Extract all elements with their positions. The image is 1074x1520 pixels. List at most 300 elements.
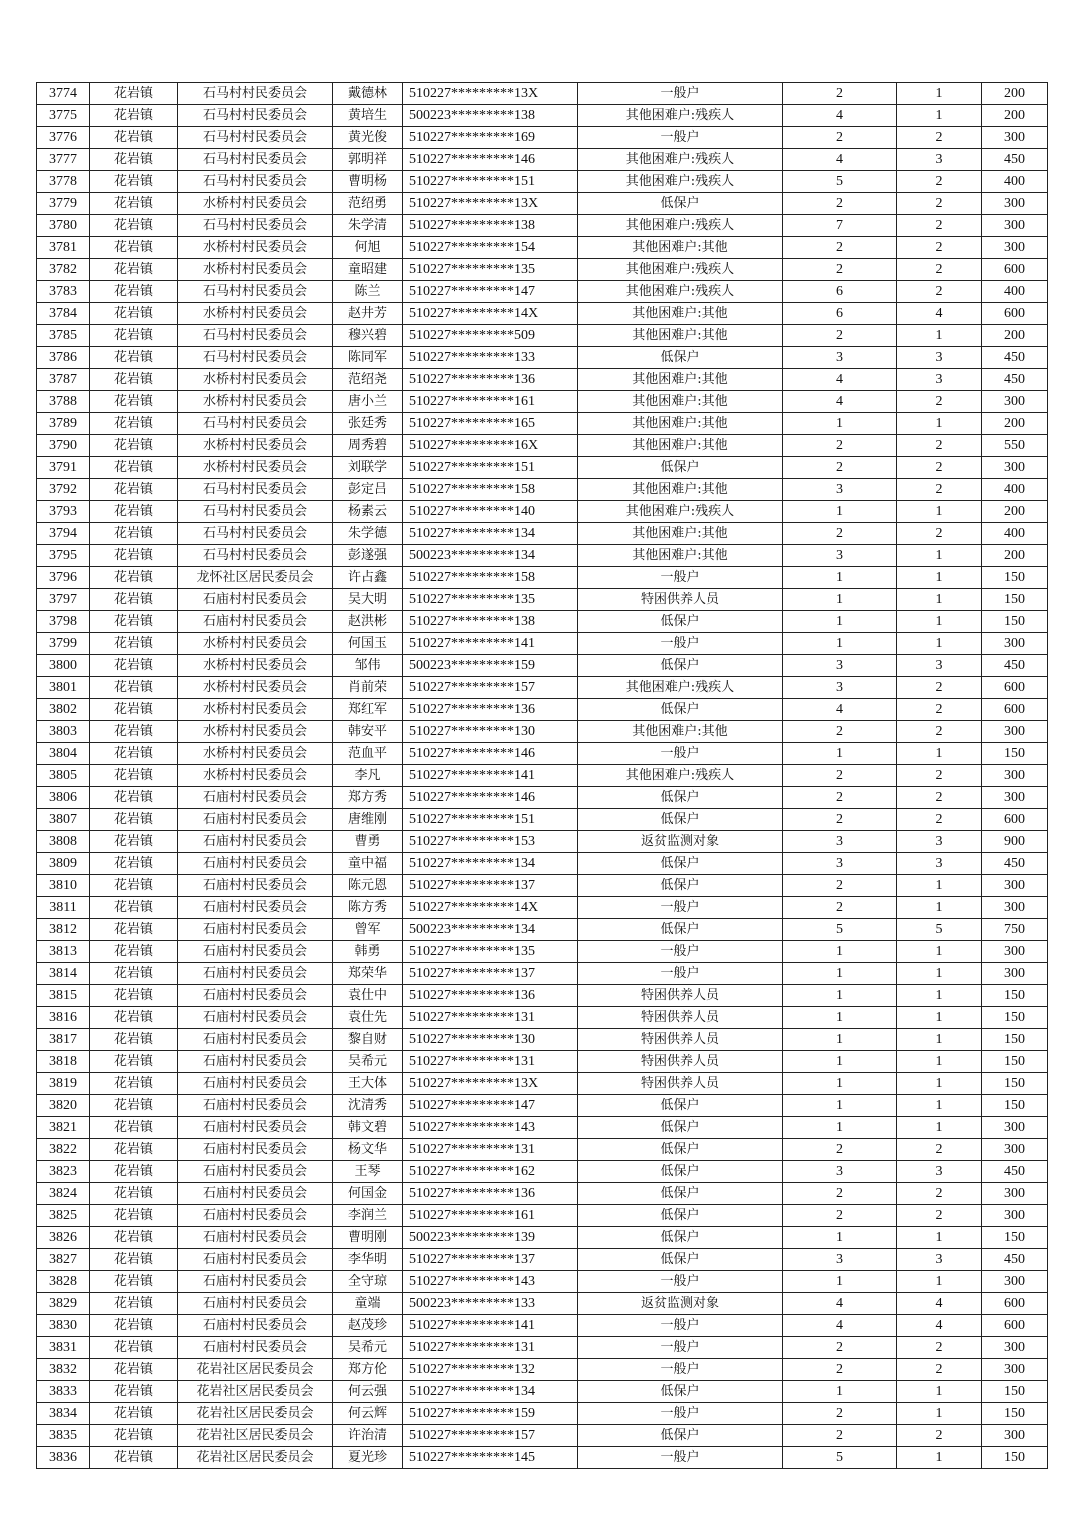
household-size-cell: 3	[783, 655, 897, 677]
amount-cell: 150	[982, 743, 1048, 765]
row-index: 3779	[37, 193, 90, 215]
household-type-cell: 一般户	[578, 567, 783, 589]
amount-cell: 600	[982, 1315, 1048, 1337]
row-index: 3791	[37, 457, 90, 479]
town-cell: 花岩镇	[90, 193, 178, 215]
household-size-cell: 4	[783, 149, 897, 171]
name-cell: 陈元恩	[333, 875, 403, 897]
id-number-cell: 510227*********14X	[403, 897, 578, 919]
town-cell: 花岩镇	[90, 809, 178, 831]
row-index: 3819	[37, 1073, 90, 1095]
table-row	[37, 677, 1048, 699]
name-cell: 何国金	[333, 1183, 403, 1205]
household-size-cell: 3	[783, 545, 897, 567]
household-size-cell: 2	[783, 1337, 897, 1359]
name-cell: 何云强	[333, 1381, 403, 1403]
name-cell: 袁仕中	[333, 985, 403, 1007]
town-cell: 花岩镇	[90, 435, 178, 457]
amount-cell: 600	[982, 1293, 1048, 1315]
town-cell: 花岩镇	[90, 655, 178, 677]
beneficiary-count-cell: 1	[897, 1007, 982, 1029]
amount-cell: 150	[982, 589, 1048, 611]
row-index: 3816	[37, 1007, 90, 1029]
row-index: 3829	[37, 1293, 90, 1315]
amount-cell: 300	[982, 1337, 1048, 1359]
household-size-cell: 2	[783, 897, 897, 919]
town-cell: 花岩镇	[90, 875, 178, 897]
name-cell: 赵茂珍	[333, 1315, 403, 1337]
name-cell: 赵井芳	[333, 303, 403, 325]
committee-cell: 石庙村村民委员会	[178, 611, 333, 633]
name-cell: 童昭建	[333, 259, 403, 281]
beneficiary-count-cell: 1	[897, 1271, 982, 1293]
household-size-cell: 2	[783, 1205, 897, 1227]
name-cell: 吴希元	[333, 1337, 403, 1359]
amount-cell: 150	[982, 1447, 1048, 1469]
town-cell: 花岩镇	[90, 633, 178, 655]
table-row	[37, 1095, 1048, 1117]
household-size-cell: 1	[783, 1007, 897, 1029]
household-type-cell: 一般户	[578, 1337, 783, 1359]
id-number-cell: 510227*********135	[403, 589, 578, 611]
row-index: 3824	[37, 1183, 90, 1205]
committee-cell: 水桥村村民委员会	[178, 457, 333, 479]
town-cell: 花岩镇	[90, 1315, 178, 1337]
amount-cell: 450	[982, 1161, 1048, 1183]
household-size-cell: 3	[783, 677, 897, 699]
household-size-cell: 2	[783, 259, 897, 281]
name-cell: 彭遂强	[333, 545, 403, 567]
row-index: 3784	[37, 303, 90, 325]
id-number-cell: 510227*********151	[403, 809, 578, 831]
beneficiary-count-cell: 4	[897, 1315, 982, 1337]
amount-cell: 300	[982, 457, 1048, 479]
committee-cell: 石马村村民委员会	[178, 281, 333, 303]
table-row	[37, 105, 1048, 127]
committee-cell: 石马村村民委员会	[178, 347, 333, 369]
table-row	[37, 941, 1048, 963]
committee-cell: 水桥村村民委员会	[178, 677, 333, 699]
beneficiary-count-cell: 2	[897, 721, 982, 743]
table-row	[37, 853, 1048, 875]
id-number-cell: 510227*********159	[403, 1403, 578, 1425]
household-type-cell: 低保户	[578, 1183, 783, 1205]
row-index: 3830	[37, 1315, 90, 1337]
row-index: 3781	[37, 237, 90, 259]
household-type-cell: 特困供养人员	[578, 589, 783, 611]
household-size-cell: 3	[783, 1161, 897, 1183]
town-cell: 花岩镇	[90, 765, 178, 787]
household-type-cell: 其他困难户:残疾人	[578, 105, 783, 127]
town-cell: 花岩镇	[90, 963, 178, 985]
row-index: 3789	[37, 413, 90, 435]
amount-cell: 600	[982, 809, 1048, 831]
beneficiary-count-cell: 2	[897, 1425, 982, 1447]
household-type-cell: 特困供养人员	[578, 1029, 783, 1051]
id-number-cell: 510227*********151	[403, 457, 578, 479]
table-row	[37, 1293, 1048, 1315]
town-cell: 花岩镇	[90, 215, 178, 237]
town-cell: 花岩镇	[90, 699, 178, 721]
committee-cell: 石庙村村民委员会	[178, 897, 333, 919]
household-type-cell: 一般户	[578, 1403, 783, 1425]
committee-cell: 龙怀社区居民委员会	[178, 567, 333, 589]
beneficiary-count-cell: 2	[897, 1359, 982, 1381]
household-size-cell: 1	[783, 633, 897, 655]
household-size-cell: 2	[783, 457, 897, 479]
household-type-cell: 低保户	[578, 655, 783, 677]
id-number-cell: 510227*********136	[403, 985, 578, 1007]
committee-cell: 水桥村村民委员会	[178, 259, 333, 281]
household-size-cell: 1	[783, 413, 897, 435]
committee-cell: 石马村村民委员会	[178, 149, 333, 171]
beneficiary-count-cell: 3	[897, 853, 982, 875]
row-index: 3836	[37, 1447, 90, 1469]
town-cell: 花岩镇	[90, 1425, 178, 1447]
row-index: 3808	[37, 831, 90, 853]
name-cell: 韩安平	[333, 721, 403, 743]
household-type-cell: 其他困难户:其他	[578, 479, 783, 501]
amount-cell: 450	[982, 347, 1048, 369]
table-row	[37, 325, 1048, 347]
name-cell: 王琴	[333, 1161, 403, 1183]
beneficiary-count-cell: 2	[897, 523, 982, 545]
household-type-cell: 低保户	[578, 1161, 783, 1183]
beneficiary-count-cell: 1	[897, 105, 982, 127]
row-index: 3817	[37, 1029, 90, 1051]
household-type-cell: 其他困难户:残疾人	[578, 281, 783, 303]
beneficiary-count-cell: 2	[897, 765, 982, 787]
row-index: 3801	[37, 677, 90, 699]
name-cell: 朱学清	[333, 215, 403, 237]
id-number-cell: 510227*********146	[403, 743, 578, 765]
household-size-cell: 5	[783, 919, 897, 941]
town-cell: 花岩镇	[90, 1227, 178, 1249]
town-cell: 花岩镇	[90, 105, 178, 127]
amount-cell: 200	[982, 325, 1048, 347]
committee-cell: 石庙村村民委员会	[178, 1095, 333, 1117]
household-size-cell: 3	[783, 1249, 897, 1271]
id-number-cell: 510227*********146	[403, 787, 578, 809]
amount-cell: 200	[982, 83, 1048, 105]
household-size-cell: 2	[783, 787, 897, 809]
beneficiary-count-cell: 2	[897, 171, 982, 193]
beneficiary-count-cell: 2	[897, 699, 982, 721]
household-type-cell: 一般户	[578, 1447, 783, 1469]
beneficiary-count-cell: 1	[897, 83, 982, 105]
table-row	[37, 1029, 1048, 1051]
id-number-cell: 510227*********147	[403, 281, 578, 303]
id-number-cell: 510227*********136	[403, 369, 578, 391]
row-index: 3805	[37, 765, 90, 787]
name-cell: 吴大明	[333, 589, 403, 611]
records-table	[36, 82, 1048, 1469]
town-cell: 花岩镇	[90, 369, 178, 391]
name-cell: 杨素云	[333, 501, 403, 523]
row-index: 3777	[37, 149, 90, 171]
table-row	[37, 435, 1048, 457]
table-row	[37, 963, 1048, 985]
table-row	[37, 1403, 1048, 1425]
household-size-cell: 2	[783, 1425, 897, 1447]
amount-cell: 400	[982, 281, 1048, 303]
beneficiary-count-cell: 1	[897, 1403, 982, 1425]
name-cell: 刘联学	[333, 457, 403, 479]
household-size-cell: 1	[783, 941, 897, 963]
beneficiary-count-cell: 1	[897, 545, 982, 567]
household-size-cell: 1	[783, 1381, 897, 1403]
household-type-cell: 低保户	[578, 457, 783, 479]
amount-cell: 400	[982, 479, 1048, 501]
table-row	[37, 1227, 1048, 1249]
amount-cell: 150	[982, 985, 1048, 1007]
amount-cell: 450	[982, 853, 1048, 875]
household-type-cell: 其他困难户:其他	[578, 325, 783, 347]
household-type-cell: 其他困难户:其他	[578, 721, 783, 743]
household-type-cell: 低保户	[578, 919, 783, 941]
row-index: 3783	[37, 281, 90, 303]
committee-cell: 石庙村村民委员会	[178, 589, 333, 611]
household-type-cell: 低保户	[578, 699, 783, 721]
household-size-cell: 2	[783, 809, 897, 831]
beneficiary-count-cell: 2	[897, 215, 982, 237]
committee-cell: 石庙村村民委员会	[178, 831, 333, 853]
beneficiary-count-cell: 1	[897, 633, 982, 655]
beneficiary-count-cell: 2	[897, 391, 982, 413]
committee-cell: 石庙村村民委员会	[178, 1139, 333, 1161]
household-size-cell: 4	[783, 699, 897, 721]
amount-cell: 300	[982, 897, 1048, 919]
row-index: 3832	[37, 1359, 90, 1381]
table-row	[37, 611, 1048, 633]
household-type-cell: 低保户	[578, 1139, 783, 1161]
table-row	[37, 523, 1048, 545]
household-type-cell: 低保户	[578, 853, 783, 875]
committee-cell: 石马村村民委员会	[178, 479, 333, 501]
town-cell: 花岩镇	[90, 127, 178, 149]
household-type-cell: 其他困难户:其他	[578, 545, 783, 567]
row-index: 3776	[37, 127, 90, 149]
table-row	[37, 303, 1048, 325]
row-index: 3800	[37, 655, 90, 677]
row-index: 3774	[37, 83, 90, 105]
household-size-cell: 4	[783, 1293, 897, 1315]
committee-cell: 石庙村村民委员会	[178, 985, 333, 1007]
household-type-cell: 返贫监测对象	[578, 831, 783, 853]
household-size-cell: 1	[783, 1227, 897, 1249]
beneficiary-count-cell: 1	[897, 1095, 982, 1117]
household-size-cell: 6	[783, 303, 897, 325]
amount-cell: 450	[982, 1249, 1048, 1271]
id-number-cell: 510227*********143	[403, 1271, 578, 1293]
name-cell: 杨文华	[333, 1139, 403, 1161]
row-index: 3811	[37, 897, 90, 919]
amount-cell: 200	[982, 545, 1048, 567]
household-type-cell: 返贫监测对象	[578, 1293, 783, 1315]
table-row	[37, 699, 1048, 721]
amount-cell: 300	[982, 633, 1048, 655]
table-row	[37, 1051, 1048, 1073]
household-type-cell: 低保户	[578, 875, 783, 897]
beneficiary-count-cell: 3	[897, 831, 982, 853]
table-row	[37, 787, 1048, 809]
beneficiary-count-cell: 1	[897, 1447, 982, 1469]
amount-cell: 150	[982, 1227, 1048, 1249]
amount-cell: 300	[982, 127, 1048, 149]
table-row	[37, 1139, 1048, 1161]
id-number-cell: 510227*********143	[403, 1117, 578, 1139]
beneficiary-count-cell: 3	[897, 369, 982, 391]
id-number-cell: 500223*********159	[403, 655, 578, 677]
household-size-cell: 1	[783, 611, 897, 633]
id-number-cell: 510227*********13X	[403, 1073, 578, 1095]
name-cell: 赵洪彬	[333, 611, 403, 633]
row-index: 3797	[37, 589, 90, 611]
beneficiary-count-cell: 1	[897, 611, 982, 633]
town-cell: 花岩镇	[90, 787, 178, 809]
household-size-cell: 1	[783, 589, 897, 611]
id-number-cell: 510227*********169	[403, 127, 578, 149]
household-size-cell: 3	[783, 347, 897, 369]
household-size-cell: 2	[783, 765, 897, 787]
household-type-cell: 特困供养人员	[578, 1051, 783, 1073]
row-index: 3787	[37, 369, 90, 391]
committee-cell: 水桥村村民委员会	[178, 765, 333, 787]
beneficiary-count-cell: 1	[897, 413, 982, 435]
table-row	[37, 83, 1048, 105]
table-row	[37, 479, 1048, 501]
household-size-cell: 2	[783, 721, 897, 743]
town-cell: 花岩镇	[90, 237, 178, 259]
id-number-cell: 510227*********138	[403, 611, 578, 633]
committee-cell: 石庙村村民委员会	[178, 1051, 333, 1073]
committee-cell: 石庙村村民委员会	[178, 875, 333, 897]
id-number-cell: 510227*********161	[403, 391, 578, 413]
committee-cell: 石马村村民委员会	[178, 105, 333, 127]
row-index: 3820	[37, 1095, 90, 1117]
committee-cell: 石庙村村民委员会	[178, 1205, 333, 1227]
beneficiary-count-cell: 1	[897, 1051, 982, 1073]
household-size-cell: 4	[783, 105, 897, 127]
household-type-cell: 低保户	[578, 1227, 783, 1249]
id-number-cell: 510227*********133	[403, 347, 578, 369]
household-type-cell: 其他困难户:其他	[578, 435, 783, 457]
row-index: 3803	[37, 721, 90, 743]
household-size-cell: 1	[783, 1095, 897, 1117]
id-number-cell: 510227*********13X	[403, 193, 578, 215]
household-size-cell: 4	[783, 369, 897, 391]
household-size-cell: 2	[783, 325, 897, 347]
amount-cell: 200	[982, 501, 1048, 523]
id-number-cell: 510227*********136	[403, 1183, 578, 1205]
household-size-cell: 1	[783, 567, 897, 589]
beneficiary-count-cell: 2	[897, 1205, 982, 1227]
table-row	[37, 369, 1048, 391]
table-row	[37, 1183, 1048, 1205]
id-number-cell: 500223*********134	[403, 919, 578, 941]
amount-cell: 400	[982, 523, 1048, 545]
amount-cell: 150	[982, 567, 1048, 589]
household-type-cell: 特困供养人员	[578, 985, 783, 1007]
beneficiary-count-cell: 1	[897, 743, 982, 765]
id-number-cell: 510227*********151	[403, 171, 578, 193]
beneficiary-count-cell: 1	[897, 567, 982, 589]
row-index: 3813	[37, 941, 90, 963]
name-cell: 何旭	[333, 237, 403, 259]
beneficiary-count-cell: 3	[897, 347, 982, 369]
household-type-cell: 其他困难户:残疾人	[578, 765, 783, 787]
committee-cell: 石庙村村民委员会	[178, 1161, 333, 1183]
household-type-cell: 低保户	[578, 1249, 783, 1271]
committee-cell: 石马村村民委员会	[178, 171, 333, 193]
committee-cell: 石庙村村民委员会	[178, 1029, 333, 1051]
name-cell: 郑方秀	[333, 787, 403, 809]
household-size-cell: 1	[783, 1029, 897, 1051]
household-type-cell: 低保户	[578, 193, 783, 215]
amount-cell: 600	[982, 677, 1048, 699]
table-row	[37, 391, 1048, 413]
beneficiary-count-cell: 1	[897, 985, 982, 1007]
row-index: 3812	[37, 919, 90, 941]
beneficiary-count-cell: 3	[897, 1161, 982, 1183]
town-cell: 花岩镇	[90, 919, 178, 941]
town-cell: 花岩镇	[90, 1183, 178, 1205]
committee-cell: 石庙村村民委员会	[178, 1271, 333, 1293]
town-cell: 花岩镇	[90, 149, 178, 171]
id-number-cell: 510227*********161	[403, 1205, 578, 1227]
amount-cell: 200	[982, 413, 1048, 435]
household-type-cell: 其他困难户:其他	[578, 237, 783, 259]
amount-cell: 450	[982, 149, 1048, 171]
id-number-cell: 510227*********147	[403, 1095, 578, 1117]
amount-cell: 300	[982, 765, 1048, 787]
id-number-cell: 510227*********146	[403, 149, 578, 171]
beneficiary-count-cell: 2	[897, 787, 982, 809]
beneficiary-count-cell: 2	[897, 259, 982, 281]
household-type-cell: 其他困难户:残疾人	[578, 501, 783, 523]
committee-cell: 石庙村村民委员会	[178, 1337, 333, 1359]
table-row	[37, 809, 1048, 831]
committee-cell: 花岩社区居民委员会	[178, 1381, 333, 1403]
table-row	[37, 215, 1048, 237]
beneficiary-count-cell: 2	[897, 127, 982, 149]
amount-cell: 400	[982, 171, 1048, 193]
table-row	[37, 1337, 1048, 1359]
id-number-cell: 500223*********133	[403, 1293, 578, 1315]
name-cell: 韩文碧	[333, 1117, 403, 1139]
town-cell: 花岩镇	[90, 545, 178, 567]
table-row	[37, 193, 1048, 215]
household-size-cell: 1	[783, 501, 897, 523]
committee-cell: 石庙村村民委员会	[178, 941, 333, 963]
committee-cell: 水桥村村民委员会	[178, 435, 333, 457]
committee-cell: 水桥村村民委员会	[178, 721, 333, 743]
town-cell: 花岩镇	[90, 1403, 178, 1425]
row-index: 3807	[37, 809, 90, 831]
household-size-cell: 2	[783, 1139, 897, 1161]
town-cell: 花岩镇	[90, 303, 178, 325]
town-cell: 花岩镇	[90, 325, 178, 347]
town-cell: 花岩镇	[90, 171, 178, 193]
name-cell: 范绍尧	[333, 369, 403, 391]
committee-cell: 石庙村村民委员会	[178, 1249, 333, 1271]
row-index: 3828	[37, 1271, 90, 1293]
beneficiary-count-cell: 2	[897, 677, 982, 699]
amount-cell: 300	[982, 1359, 1048, 1381]
amount-cell: 300	[982, 787, 1048, 809]
id-number-cell: 510227*********145	[403, 1447, 578, 1469]
row-index: 3785	[37, 325, 90, 347]
